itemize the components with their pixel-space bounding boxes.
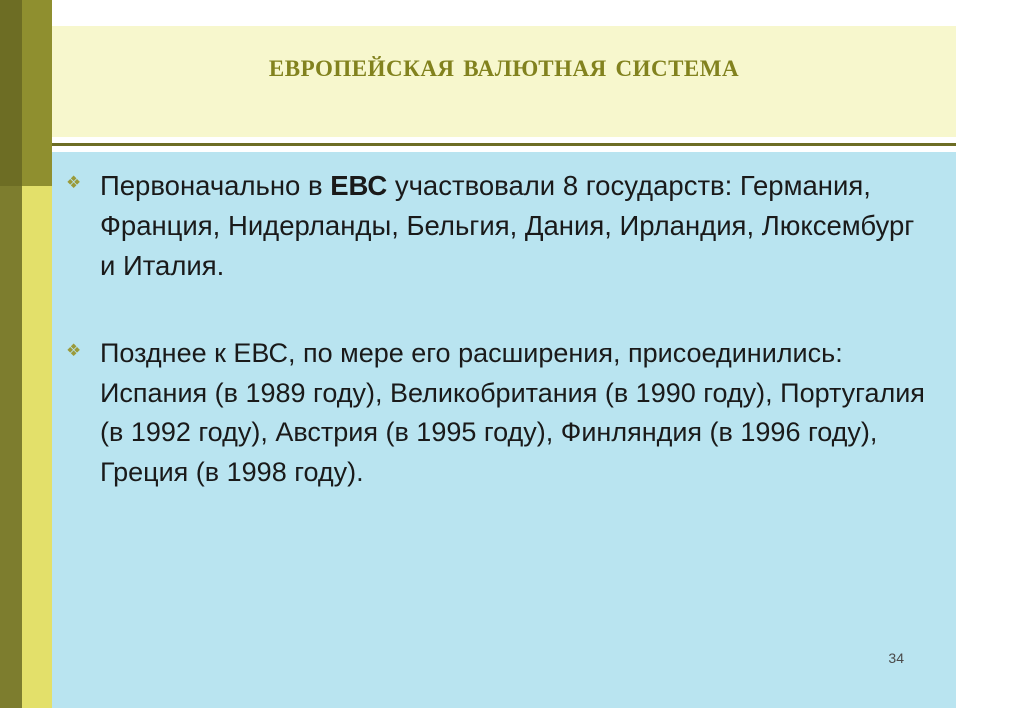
list-item	[66, 334, 946, 492]
bullet-list	[66, 166, 946, 540]
left-decoration-yellow-bar	[22, 186, 52, 708]
left-decoration-olive-bar	[22, 0, 52, 186]
slide-content-panel	[52, 152, 956, 708]
slide-title-band	[52, 26, 956, 137]
title-divider	[52, 143, 956, 146]
bullet-2-text: Позднее к ЕВС, по мере его расширения, присоединились: Испания (в 1989 году), Великобритания (в 1990 году), Португалия (в 1992 году), Австрия (в 1995 году), Финляндия (в 1996 году), Греция (в 1998 году).	[100, 338, 925, 487]
bullet-1-tail: участвовали 8 государств: Германия, Франция, Нидерланды, Бельгия, Дания, Ирландия, Люксембург и Италия.	[100, 170, 915, 282]
list-item	[66, 166, 946, 286]
left-decoration-wedge	[0, 0, 22, 186]
diamond-bullet-icon: ❖	[66, 173, 82, 192]
page-number: 34	[888, 650, 904, 666]
diamond-bullet-icon: ❖	[66, 341, 82, 361]
bullet-1-emphasis: ЕВС	[330, 170, 388, 201]
bullet-1-text	[100, 166, 930, 286]
page-title: европейская валютная система	[268, 48, 740, 84]
bullet-1-lead: Первоначально в	[100, 170, 331, 201]
